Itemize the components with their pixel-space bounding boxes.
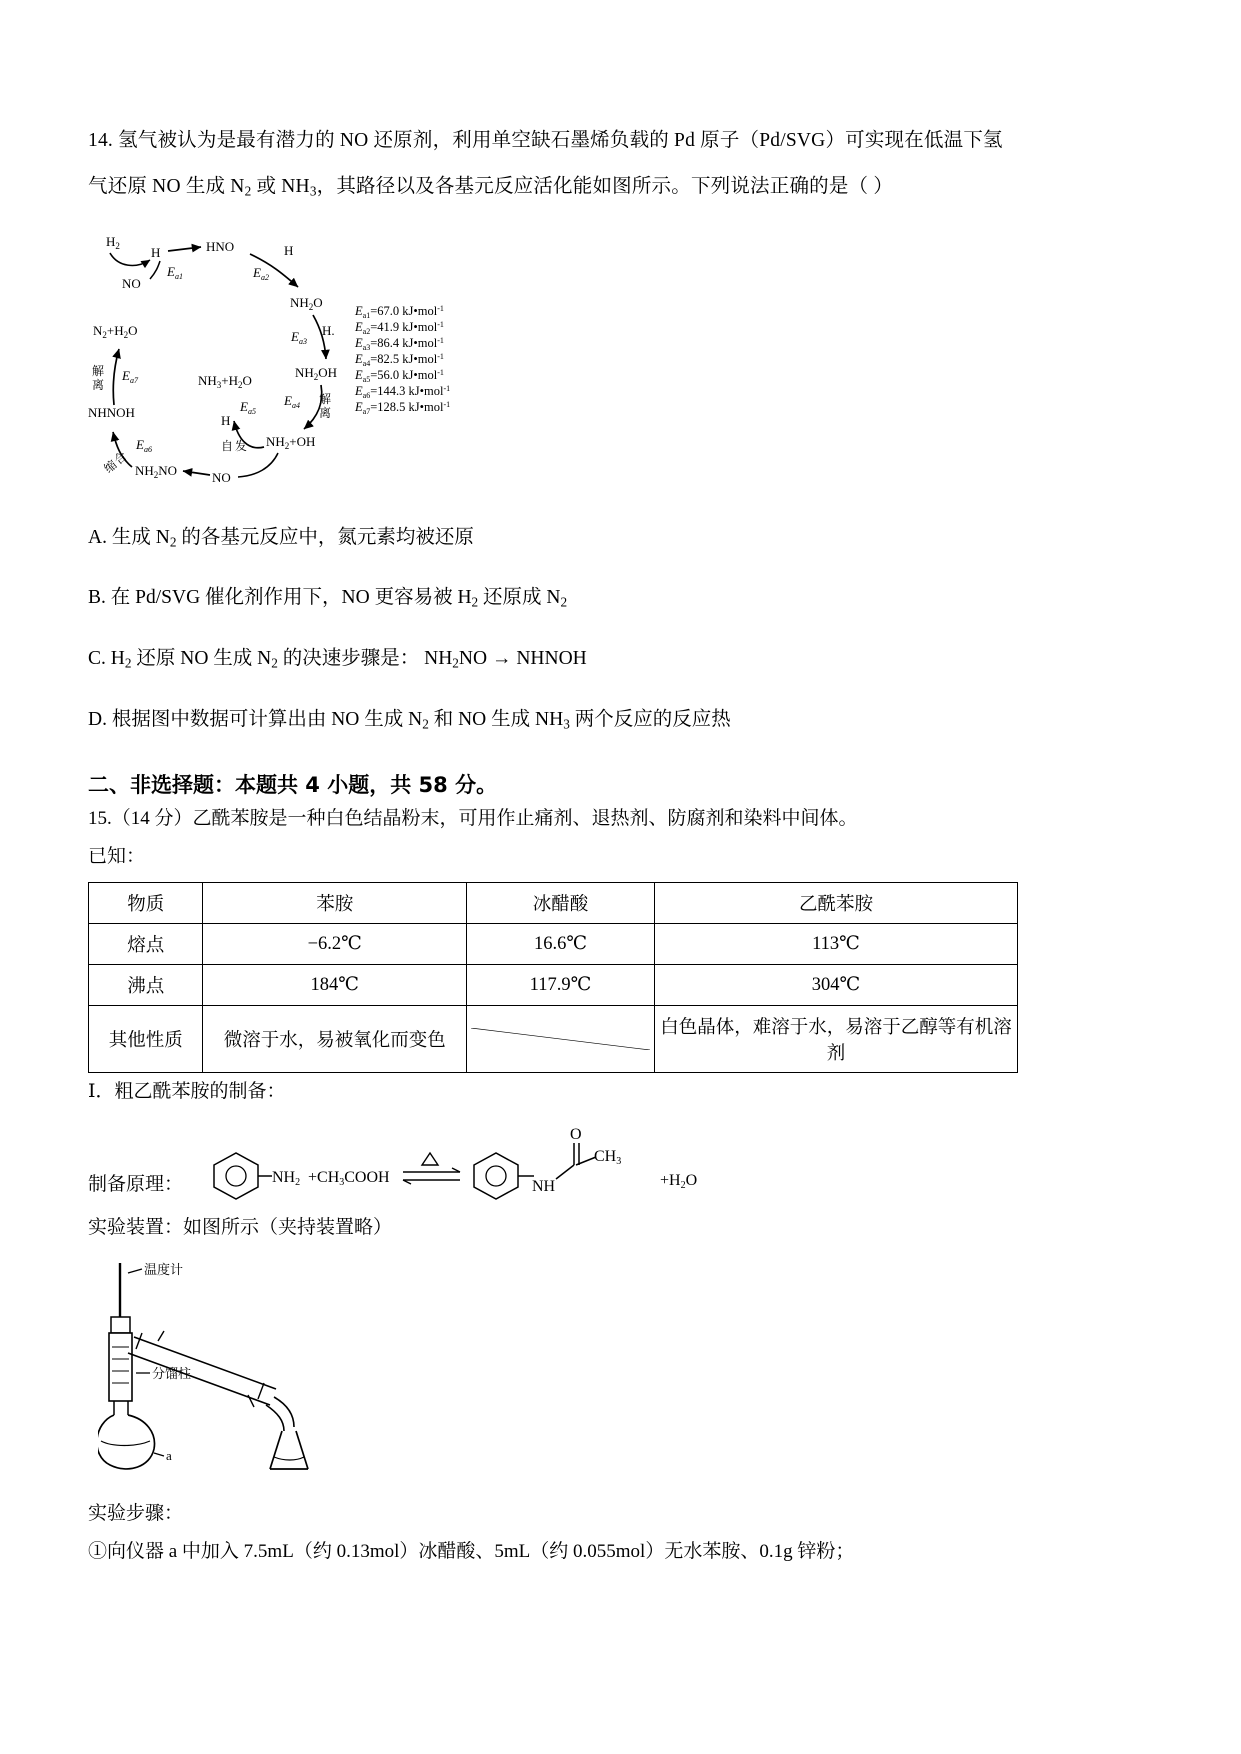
condenser-icon <box>128 1331 276 1407</box>
round-bottom-flask <box>98 1401 172 1469</box>
amide-nitrogen: NH <box>532 1177 556 1195</box>
flask-a-label: a <box>166 1447 172 1463</box>
label-dissociate-1b: 离 <box>92 377 105 392</box>
option-c-text: $H_2$ 还原 NO 生成 $N_2$ 的决速步骤是： $NH_2NO$ → NHNOH <box>110 648 587 671</box>
svg-text:Ea3=86.4 kJ•mol-1: $E_{a3}=86.4$ kJ•mol$^{-1}$ <box>355 335 444 352</box>
row-label-melting-point: 熔点 <box>89 923 203 964</box>
cell-other-acetanilide: 白色晶体，难溶于水，易溶于乙醇等有机溶剂 <box>654 1005 1017 1072</box>
svg-text:Ea7=128.5 kJ•mol-1: $E_{a7}=128.5$ kJ•mol$^{-1}$ <box>355 399 451 416</box>
benzene-ring-product <box>474 1153 518 1199</box>
table-row-other-properties <box>89 1005 1018 1072</box>
svg-text:Ea5=56.0 kJ•mol-1: $E_{a5}=56.0$ kJ•mol$^{-1}$ <box>355 367 444 384</box>
header-acetanilide: 乙酰苯胺 <box>654 882 1017 923</box>
annotation-ea5: $E_{a5}$ <box>240 398 256 416</box>
option-c[interactable] <box>88 644 1153 679</box>
option-a-tag: A. <box>88 526 107 548</box>
option-c-tag: C. <box>88 648 106 670</box>
question-14-stem-line1 <box>88 118 1153 164</box>
species-h-radical-1: H <box>151 244 161 260</box>
annotation-ea4: $E_{a4}$ <box>284 392 300 410</box>
question-14-stem-text-2c: ，其路径以及各基元反应活化能如图所示。下列说法正确的是（ ） <box>316 176 894 197</box>
legend-row-ea5 <box>354 368 444 384</box>
energy-legend <box>354 304 450 416</box>
acetic-acid-formula: +CH3COOH <box>308 1168 390 1188</box>
question-15-known-label: 已知： <box>88 845 146 867</box>
cell-bp-aniline: 184℃ <box>203 964 467 1005</box>
cell-other-aniline: 微溶于水，易被氧化而变色 <box>203 1005 467 1072</box>
option-d-tag: D. <box>88 708 107 730</box>
question-14-sub-nh3: 3 <box>309 183 317 199</box>
species-h2: $H_2$ <box>106 233 120 251</box>
label-dissociate-1: 解 <box>92 363 105 378</box>
fractionating-column-label: 分馏柱 <box>152 1366 192 1382</box>
species-hno: HNO <box>206 238 235 254</box>
question-14-number: 14. <box>88 130 113 151</box>
label-dissociate-2: 解 <box>319 391 332 406</box>
question-14-sub-n2: 2 <box>244 183 252 199</box>
species-h-radical-4: H <box>221 412 231 428</box>
preparation-equation-block <box>88 1117 1153 1209</box>
species-nh2-oh: $NH_2+OH$ <box>266 433 316 451</box>
svg-text:Ea6=144.3 kJ•mol-1: $E_{a6}=144.3$ kJ•mol$^{-1}$ <box>355 383 451 400</box>
question-14-stem-text-2a: 气还原 NO 生成 N <box>88 176 245 197</box>
species-h-radical-2: H <box>284 242 294 258</box>
table-row-melting-point <box>89 923 1018 964</box>
svg-text:Ea4=82.5 kJ•mol-1: $E_{a4}=82.5$ kJ•mol$^{-1}$ <box>355 351 444 368</box>
question-14-stem-text-2b: 或 NH <box>251 176 310 197</box>
row-label-boiling-point: 沸点 <box>89 964 203 1005</box>
species-h-radical-3: H. <box>322 322 335 338</box>
label-spontaneous-b: 发 <box>235 438 248 453</box>
annotation-ea7: $E_{a7}$ <box>122 367 138 385</box>
svg-text:Ea1=67.0 kJ•mol-1: $E_{a1}=67.0$ kJ•mol$^{-1}$ <box>355 303 444 320</box>
species-no-top: NO <box>122 275 141 291</box>
cell-mp-acetanilide: 113℃ <box>654 923 1017 964</box>
page-content <box>88 118 1153 1571</box>
species-nh3-h2o: $NH_3+H_2O$ <box>198 372 252 390</box>
species-nh2no: $NH_2NO$ <box>135 462 178 480</box>
apparatus-figure <box>88 1255 1153 1495</box>
section-2-heading: 二、非选择题：本题共 4 小题，共 58 分。 <box>88 772 498 797</box>
annotation-ea6: $E_{a6}$ <box>136 436 152 454</box>
option-b[interactable] <box>88 583 1153 618</box>
cell-mp-aniline: −6.2℃ <box>203 923 467 964</box>
cell-other-acetic-acid-empty <box>467 1005 655 1072</box>
experiment-steps-title: 实验步骤： <box>88 1502 184 1524</box>
species-no-bottom: NO <box>212 469 231 485</box>
reaction-cycle-svg <box>88 225 488 490</box>
svg-text:Ea2=41.9 kJ•mol-1: $E_{a2}=41.9$ kJ•mol$^{-1}$ <box>355 319 444 336</box>
label-condense: 缩 <box>101 457 120 476</box>
cell-mp-acetic-acid: 16.6℃ <box>467 923 655 964</box>
conical-flask <box>270 1431 308 1469</box>
benzene-ring-reactant <box>214 1153 258 1199</box>
preparation-principle-label: 制备原理： <box>88 1173 184 1195</box>
methyl-group: CH3 <box>594 1147 622 1167</box>
question-14-stem-text-1: 氢气被认为是最有潜力的 NO 还原剂，利用单空缺石墨烯负载的 Pd 原子（Pd/SVG）可实现在低温下氢 <box>118 130 1003 151</box>
question-15-stem: 15.（14 分）乙酰苯胺是一种白色结晶粉末，可用作止痛剂、退热剂、防腐剂和染料中间体。 <box>88 807 858 829</box>
table-header-row <box>89 882 1018 923</box>
product-water: +H2O <box>660 1171 698 1191</box>
reaction-cycle-diagram <box>88 225 1153 497</box>
cell-bp-acetic-acid: 117.9℃ <box>467 964 655 1005</box>
annotation-ea2: $E_{a2}$ <box>253 264 269 282</box>
table-row-boiling-point <box>89 964 1018 1005</box>
header-acetic-acid: 冰醋酸 <box>467 882 655 923</box>
label-dissociate-2b: 离 <box>319 405 332 420</box>
option-a-text: 生成 $N_2$ 的各基元反应中，氮元素均被还原 <box>111 526 474 550</box>
species-nh2o: $NH_2O$ <box>290 294 323 312</box>
apparatus-description: 实验装置：如图所示（夹持装置略） <box>88 1216 393 1238</box>
row-label-other-properties: 其他性质 <box>89 1005 203 1072</box>
legend-row-ea7 <box>354 400 450 416</box>
option-b-text: 在 Pd/SVG 催化剂作用下，NO 更容易被 $H_2$ 还原成 $N_2$ <box>110 587 568 611</box>
legend-row-ea3 <box>354 336 444 352</box>
header-substance: 物质 <box>89 882 203 923</box>
carbonyl-oxygen: O <box>570 1125 582 1143</box>
legend-row-ea4 <box>354 352 444 368</box>
experiment-step-1: ①向仪器 a 中加入 7.5mL（约 0.13mol）冰醋酸、5mL（约 0.055mol）无水苯胺、0.1g 锌粉； <box>88 1540 855 1562</box>
species-nh2oh: $NH_2OH$ <box>295 364 338 382</box>
equilibrium-arrow-icon <box>403 1153 460 1184</box>
legend-row-ea1 <box>354 304 444 320</box>
thermometer-label: 温度计 <box>144 1262 184 1278</box>
annotation-ea3: $E_{a3}$ <box>291 328 307 346</box>
cell-bp-acetanilide: 304℃ <box>654 964 1017 1005</box>
properties-table <box>88 882 1018 1073</box>
species-n2-h2o: $N_2+H_2O$ <box>93 322 138 340</box>
label-condense-b: 合 <box>111 448 130 468</box>
legend-row-ea2 <box>354 320 444 336</box>
aniline-amine-group: NH2 <box>272 1168 301 1188</box>
option-d[interactable] <box>88 705 1153 740</box>
part-1-title: Ⅰ．粗乙酰苯胺的制备： <box>88 1080 286 1102</box>
label-spontaneous: 自 <box>221 438 234 453</box>
option-d-text: 根据图中数据可计算出由 NO 生成 $N_2$ 和 NO 生成 $NH_3$ 两个反应的反应热 <box>111 708 731 732</box>
question-14-stem-line2 <box>88 164 1153 215</box>
species-nhnoh: NHNOH <box>88 404 135 420</box>
preparation-equation-svg <box>198 1117 798 1209</box>
option-b-tag: B. <box>88 587 106 609</box>
diagonal-strike-icon <box>471 1028 650 1050</box>
option-a[interactable] <box>88 523 1153 558</box>
legend-row-ea6 <box>354 384 450 400</box>
annotation-ea1: $E_{a1}$ <box>167 263 183 281</box>
apparatus-svg <box>98 1255 558 1487</box>
header-aniline: 苯胺 <box>203 882 467 923</box>
